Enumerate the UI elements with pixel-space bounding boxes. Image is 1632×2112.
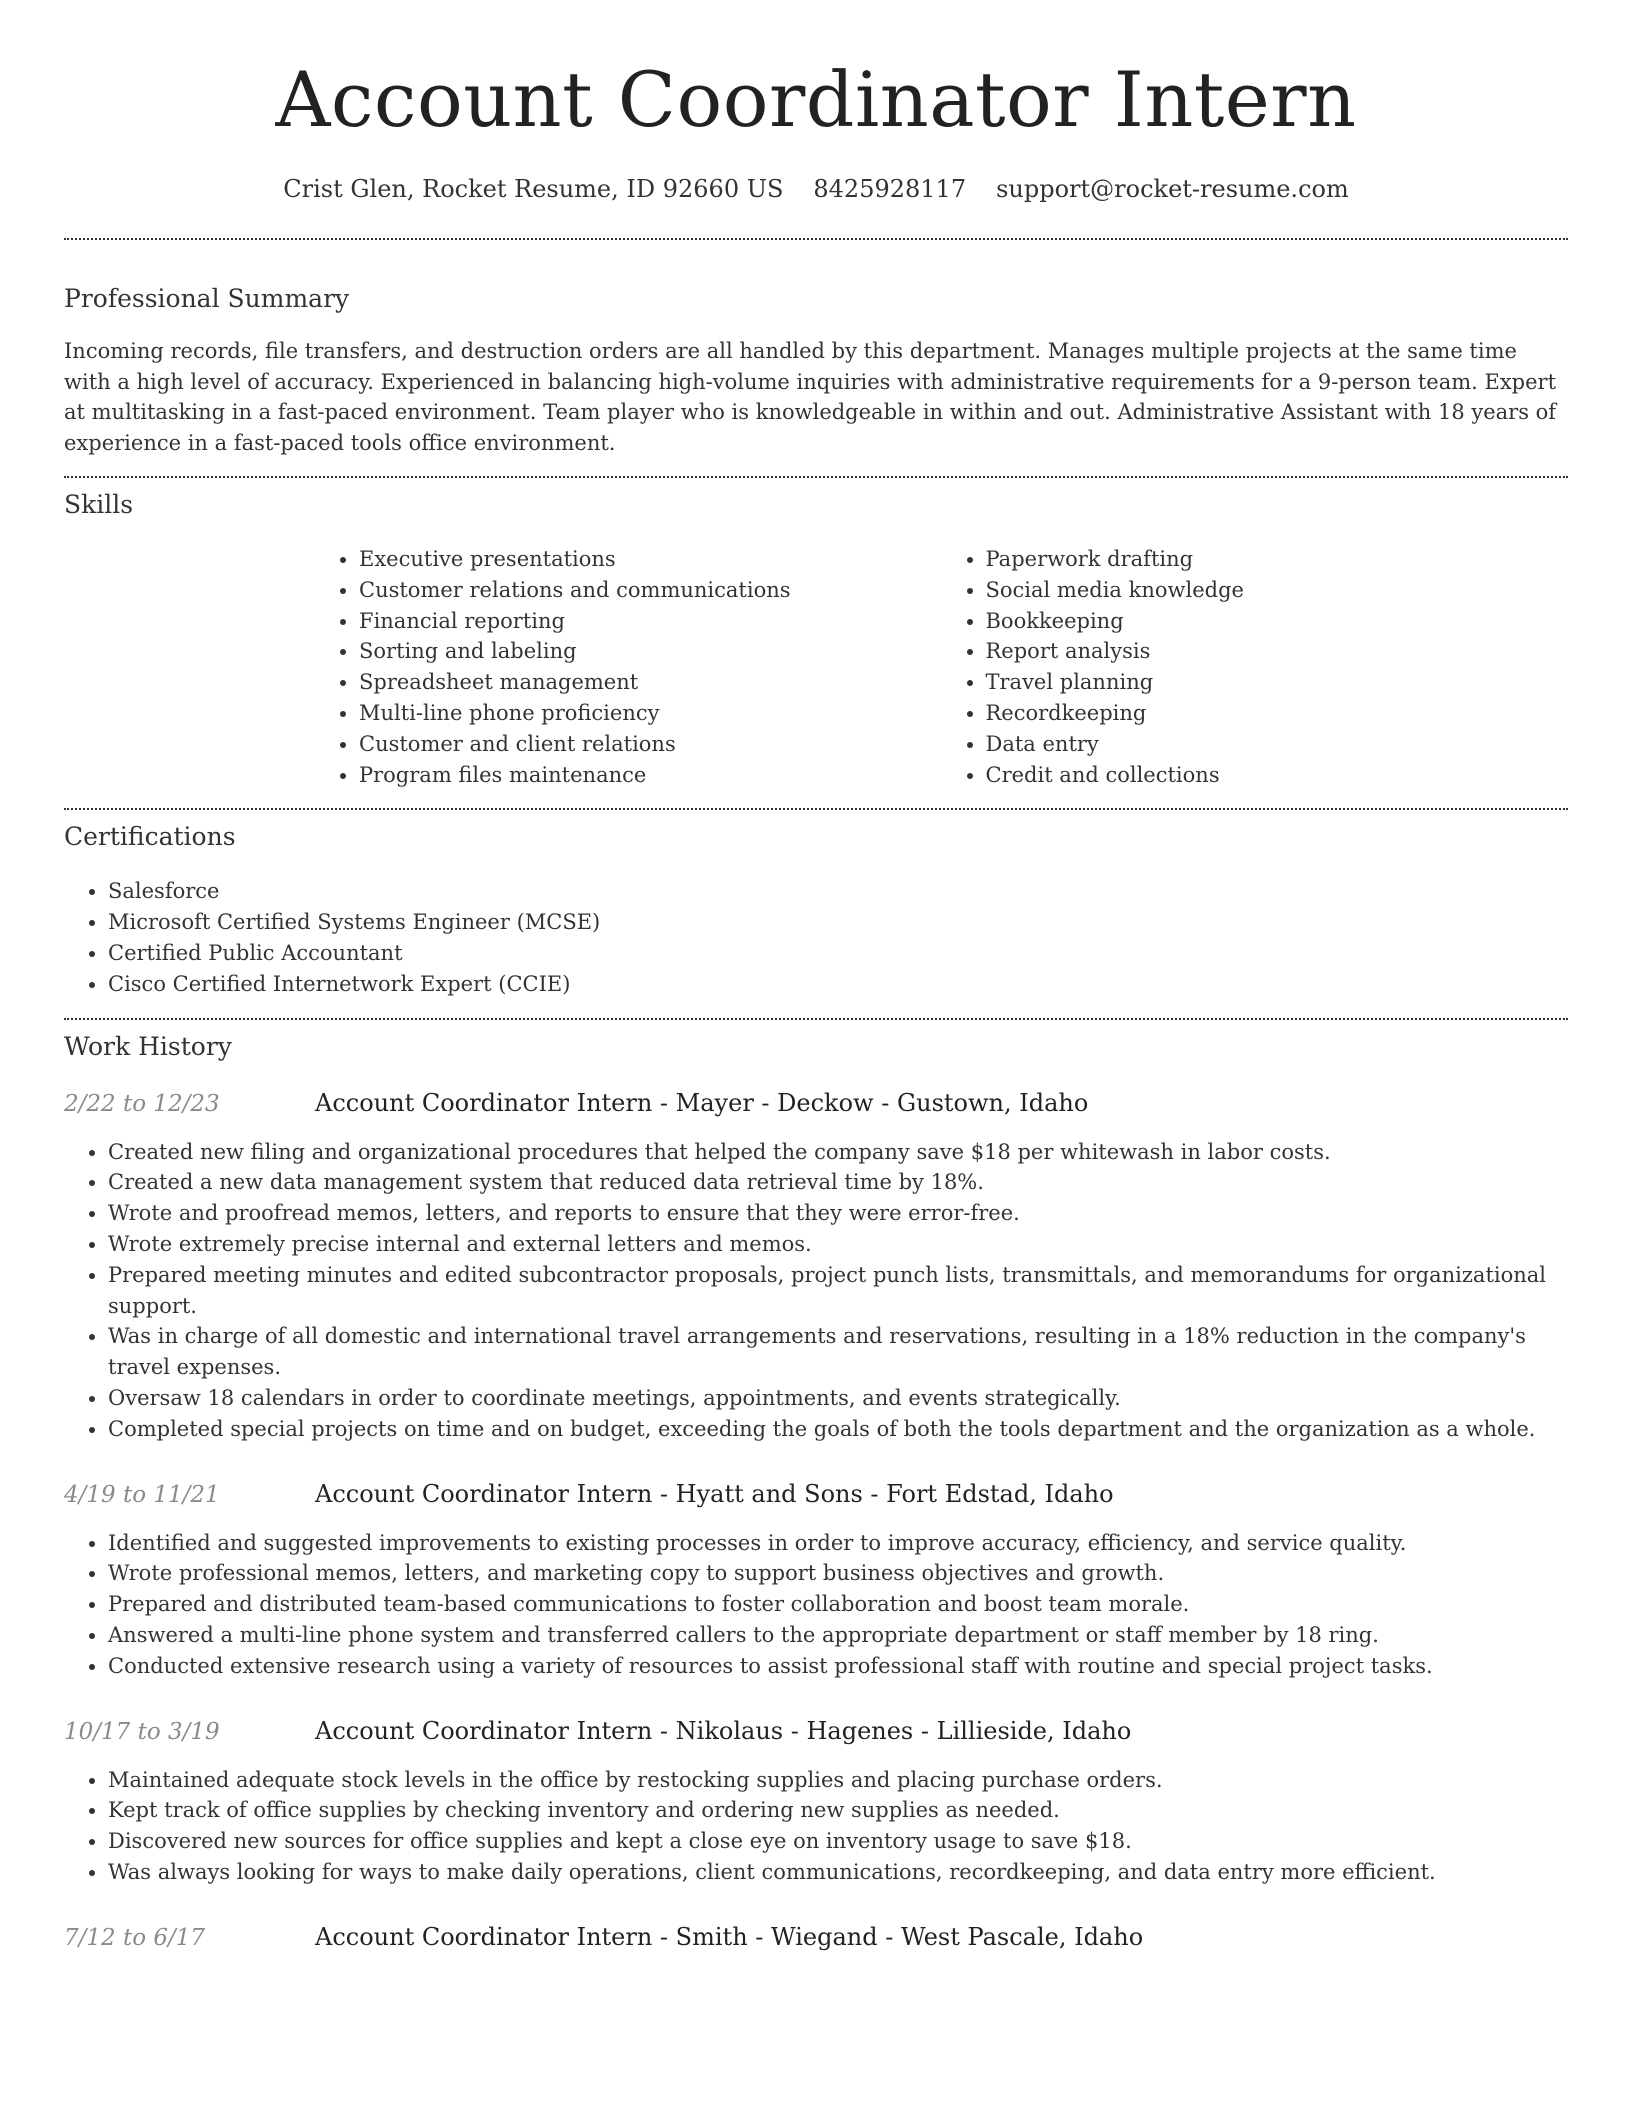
job-dates: 7/12 to 6/17 bbox=[64, 1924, 206, 1951]
resume-name: Account Coordinator Intern bbox=[275, 55, 1357, 144]
work-history-heading: Work History bbox=[64, 1031, 232, 1061]
list-item: • Was always looking for ways to make daily operations, client communications, recordkeeping, and data entry more efficient. bbox=[108, 1857, 1568, 1888]
job-entry bbox=[64, 1088, 1568, 1445]
list-item: • Sorting and labeling bbox=[359, 636, 942, 667]
job-header bbox=[64, 1716, 1568, 1747]
job-title: Account Coordinator Intern - Nikolaus - Hagenes - Lillieside, Idaho bbox=[315, 1716, 1132, 1745]
list-item: • Recordkeeping bbox=[986, 698, 1569, 729]
list-item: • Prepared and distributed team-based communications to foster collaboration and boost team morale. bbox=[108, 1589, 1568, 1620]
list-item: • Multi-line phone proficiency bbox=[359, 698, 942, 729]
list-item: • Was in charge of all domestic and international travel arrangements and reservations, resulting in a 18% reduction in the company's travel expenses. bbox=[108, 1321, 1568, 1383]
job-entry bbox=[64, 1479, 1568, 1682]
list-item: • Microsoft Certified Systems Engineer (MCSE) bbox=[108, 907, 1568, 938]
list-item: • Customer and client relations bbox=[359, 729, 942, 760]
certifications-list bbox=[64, 876, 1568, 999]
list-item: • Completed special projects on time and on budget, exceeding the goals of both the tools department and the organization as a whole. bbox=[108, 1414, 1568, 1445]
contact-address: Crist Glen, Rocket Resume, ID 92660 US bbox=[283, 175, 784, 203]
job-title: Account Coordinator Intern - Smith - Wiegand - West Pascale, Idaho bbox=[315, 1922, 1144, 1951]
job-header bbox=[64, 1479, 1568, 1510]
section-divider bbox=[64, 1018, 1568, 1020]
list-item: • Created a new data management system that reduced data retrieval time by 18%. bbox=[108, 1167, 1568, 1198]
list-item: • Travel planning bbox=[986, 667, 1569, 698]
list-item: • Cisco Certified Internetwork Expert (CCIE) bbox=[108, 969, 1568, 1000]
list-item: • Kept track of office supplies by checking inventory and ordering new supplies as needed. bbox=[108, 1795, 1568, 1826]
contact-email: support@rocket-resume.com bbox=[996, 175, 1349, 203]
list-item: • Bookkeeping bbox=[986, 606, 1569, 637]
job-list bbox=[64, 1088, 1568, 1953]
list-item: • Conducted extensive research using a variety of resources to assist professional staff with routine and special project tasks. bbox=[108, 1651, 1568, 1682]
job-title: Account Coordinator Intern - Mayer - Deckow - Gustown, Idaho bbox=[315, 1088, 1089, 1117]
work-history-section bbox=[64, 1032, 1568, 1953]
list-item: • Spreadsheet management bbox=[359, 667, 942, 698]
list-item: • Customer relations and communications bbox=[359, 575, 942, 606]
job-dates: 4/19 to 11/21 bbox=[64, 1481, 220, 1508]
list-item: • Wrote professional memos, letters, and marketing copy to support business objectives and growth. bbox=[108, 1558, 1568, 1589]
list-item: • Created new filing and organizational procedures that helped the company save $18 per whitewash in labor costs. bbox=[108, 1137, 1568, 1168]
certifications-section bbox=[64, 822, 1568, 999]
skills-right-list bbox=[942, 544, 1569, 790]
job-entry bbox=[64, 1922, 1568, 1953]
resume-page bbox=[64, 0, 1568, 1953]
list-item: • Paperwork drafting bbox=[986, 544, 1569, 575]
list-item: • Oversaw 18 calendars in order to coordinate meetings, appointments, and events strategically. bbox=[108, 1383, 1568, 1414]
section-divider bbox=[64, 808, 1568, 810]
summary-heading: Professional Summary bbox=[64, 284, 350, 313]
job-bullets bbox=[64, 1137, 1568, 1445]
skills-heading: Skills bbox=[64, 490, 134, 519]
contact-phone: 8425928117 bbox=[813, 175, 967, 203]
list-item: • Answered a multi-line phone system and transferred callers to the appropriate department or staff member by 18 ring. bbox=[108, 1620, 1568, 1651]
list-item: • Credit and collections bbox=[986, 760, 1569, 791]
summary-text: Incoming records, file transfers, and destruction orders are all handled by this department. Manages multiple projects at the same time with a high level of accuracy. Experienced in balancing high-volume inquiries with administrative requirements for a 9-person team. Expert at multitasking in a fast-paced environment. Team player who is knowledgeable in within and out. Administrative Assistant with 18 years of experience in a fast-paced tools office environment. bbox=[64, 339, 1557, 455]
list-item: • Prepared meeting minutes and edited subcontractor proposals, project punch lists, transmittals, and memorandums for organizational support. bbox=[108, 1260, 1568, 1322]
list-item: • Salesforce bbox=[108, 876, 1568, 907]
job-entry bbox=[64, 1716, 1568, 1888]
job-header bbox=[64, 1088, 1568, 1119]
job-dates: 10/17 to 3/19 bbox=[64, 1718, 220, 1745]
list-item: • Wrote and proofread memos, letters, and reports to ensure that they were error-free. bbox=[108, 1198, 1568, 1229]
list-item: • Discovered new sources for office supplies and kept a close eye on inventory usage to save $18. bbox=[108, 1826, 1568, 1857]
list-item: • Program files maintenance bbox=[359, 760, 942, 791]
list-item: • Report analysis bbox=[986, 636, 1569, 667]
skills-section bbox=[64, 490, 1568, 790]
list-item: • Data entry bbox=[986, 729, 1569, 760]
summary-section bbox=[64, 284, 1568, 458]
job-header bbox=[64, 1922, 1568, 1953]
contact-line bbox=[64, 174, 1568, 204]
list-item: • Certified Public Accountant bbox=[108, 938, 1568, 969]
list-item: • Maintained adequate stock levels in the office by restocking supplies and placing purchase orders. bbox=[108, 1765, 1568, 1796]
job-bullets bbox=[64, 1765, 1568, 1888]
skills-grid bbox=[315, 544, 1568, 790]
list-item: • Social media knowledge bbox=[986, 575, 1569, 606]
list-item: • Identified and suggested improvements to existing processes in order to improve accuracy, efficiency, and service quality. bbox=[108, 1528, 1568, 1559]
list-item: • Executive presentations bbox=[359, 544, 942, 575]
skills-left-list bbox=[315, 544, 942, 790]
job-title: Account Coordinator Intern - Hyatt and Sons - Fort Edstad, Idaho bbox=[315, 1479, 1114, 1508]
job-dates: 2/22 to 12/23 bbox=[64, 1090, 220, 1117]
section-divider bbox=[64, 238, 1568, 240]
section-divider bbox=[64, 476, 1568, 478]
job-bullets bbox=[64, 1528, 1568, 1682]
list-item: • Wrote extremely precise internal and external letters and memos. bbox=[108, 1229, 1568, 1260]
list-item: • Financial reporting bbox=[359, 606, 942, 637]
certifications-heading: Certifications bbox=[64, 822, 236, 852]
